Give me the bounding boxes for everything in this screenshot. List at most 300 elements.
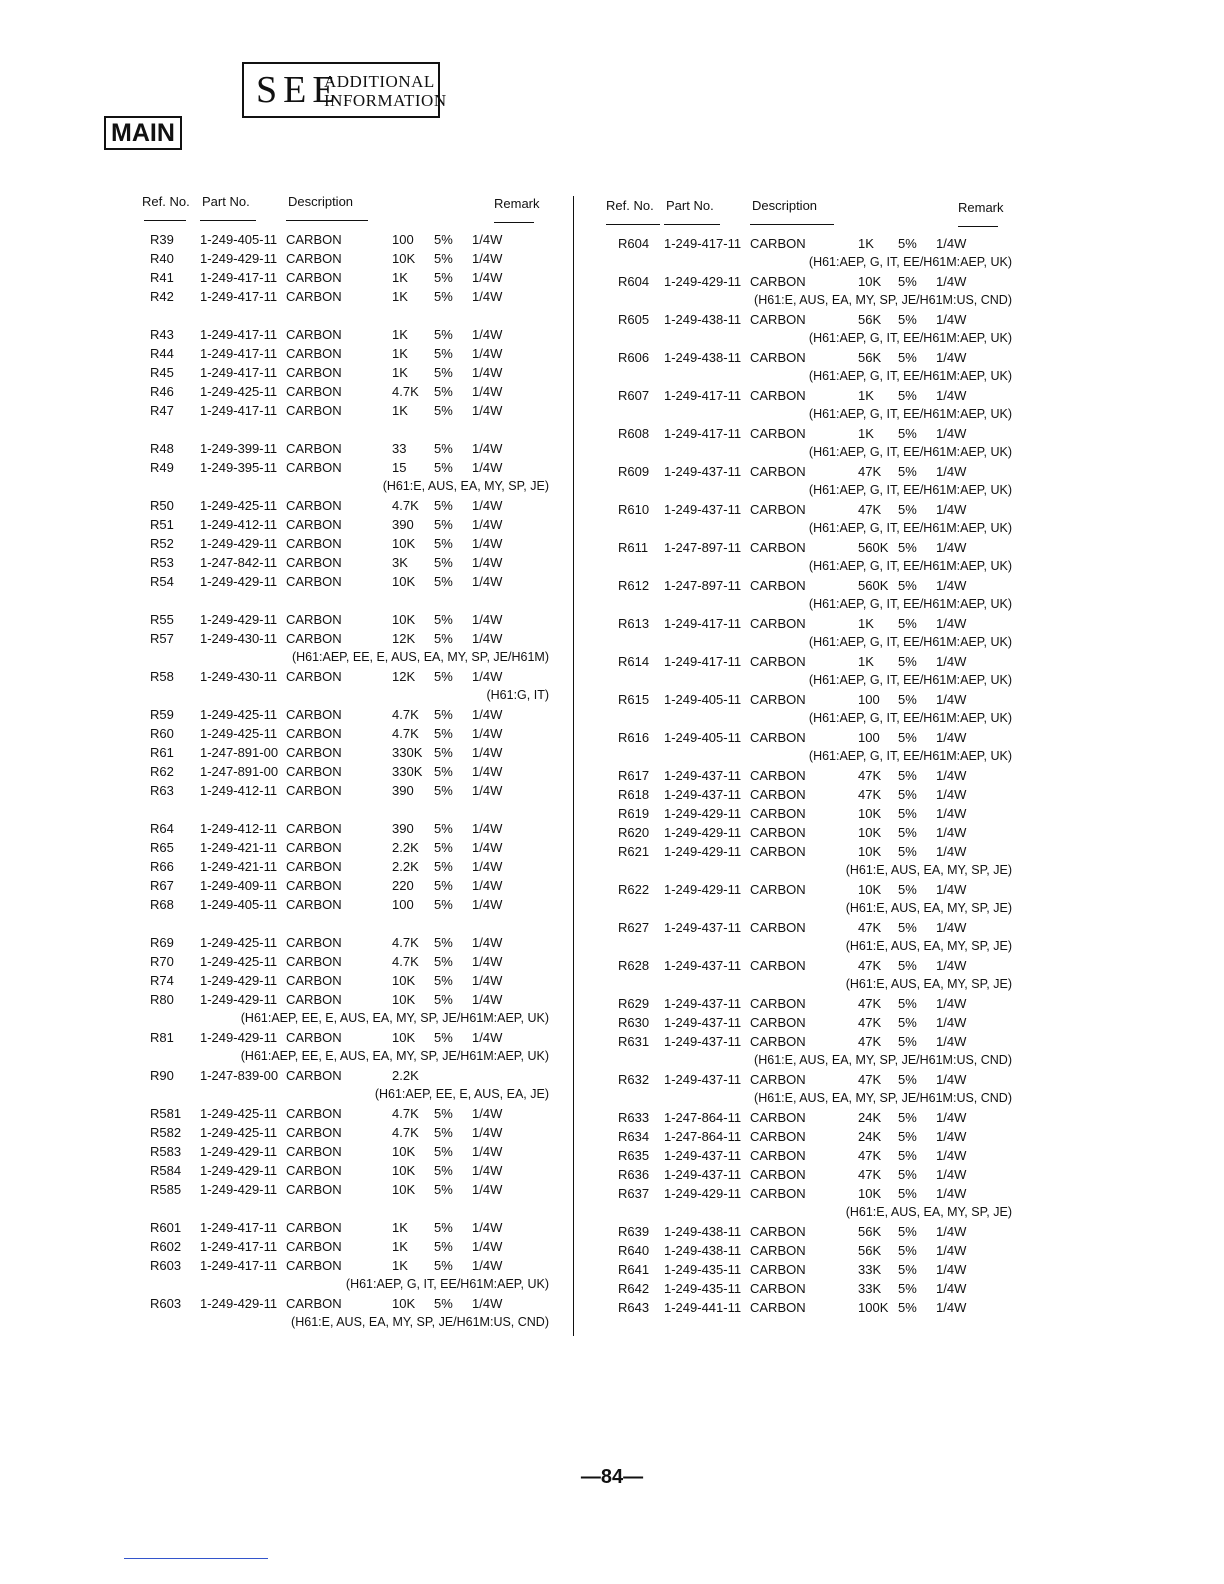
remark-note-row	[0, 557, 1224, 576]
tolerance: 5%	[898, 654, 917, 669]
remark-note-row	[0, 747, 1224, 766]
value: 10K	[858, 882, 882, 897]
remark-note: (H61:AEP, EE, E, AUS, EA, JE)	[374, 1087, 549, 1101]
value: 330K	[392, 764, 423, 779]
tolerance: 5%	[434, 403, 453, 418]
part-row	[0, 1279, 1224, 1298]
ref-no: R602	[150, 1239, 182, 1254]
header-underline	[144, 220, 186, 221]
wattage: 1/4W	[936, 1300, 967, 1315]
tolerance: 5%	[898, 1072, 917, 1087]
part-no: 1-247-864-11	[664, 1129, 742, 1144]
description: CARBON	[286, 821, 342, 836]
ref-no: R627	[618, 920, 650, 935]
tolerance: 5%	[434, 289, 453, 304]
description: CARBON	[286, 1144, 342, 1159]
remark-note-row	[0, 481, 1224, 500]
description: CARBON	[286, 1163, 342, 1178]
ref-no: R81	[150, 1030, 174, 1045]
remark-note: (H61:AEP, G, IT, EE/H61M:AEP, UK)	[808, 445, 1012, 459]
ref-no: R40	[150, 251, 174, 266]
wattage: 1/4W	[472, 289, 503, 304]
wattage: 1/4W	[472, 384, 503, 399]
description: CARBON	[286, 764, 342, 779]
part-no: 1-249-437-11	[664, 1148, 742, 1163]
tolerance: 5%	[434, 384, 453, 399]
part-row	[0, 1127, 1224, 1146]
description: CARBON	[750, 1243, 806, 1258]
remark-note-row	[0, 519, 1224, 538]
remark-note-row	[0, 367, 1224, 386]
description: CARBON	[750, 1148, 806, 1163]
remark-note: (H61:AEP, G, IT, EE/H61M:AEP, UK)	[808, 255, 1012, 269]
tolerance: 5%	[898, 692, 917, 707]
ref-no: R641	[618, 1262, 650, 1277]
wattage: 1/4W	[472, 1258, 503, 1273]
value: 1K	[392, 403, 408, 418]
ref-no: R44	[150, 346, 174, 361]
value: 1K	[392, 1220, 408, 1235]
ref-no: R615	[618, 692, 650, 707]
value: 2.2K	[392, 859, 419, 874]
remark-note-row	[0, 253, 1224, 272]
part-no: 1-249-421-11	[200, 840, 278, 855]
part-no: 1-249-425-11	[200, 498, 278, 513]
wattage: 1/4W	[936, 806, 967, 821]
remark-note: (H61:AEP, G, IT, EE/H61M:AEP, UK)	[808, 407, 1012, 421]
part-no: 1-249-405-11	[200, 232, 278, 247]
header-ref-no: Ref. No.	[142, 194, 190, 209]
part-no: 1-249-437-11	[664, 920, 742, 935]
tolerance: 5%	[898, 1034, 917, 1049]
description: CARBON	[286, 251, 342, 266]
description: CARBON	[286, 1258, 342, 1273]
wattage: 1/4W	[472, 1239, 503, 1254]
wattage: 1/4W	[936, 1034, 967, 1049]
value: 2.2K	[392, 1068, 419, 1083]
part-no: 1-249-417-11	[200, 327, 278, 342]
tolerance: 5%	[434, 251, 453, 266]
part-row	[0, 1260, 1224, 1279]
tolerance: 5%	[898, 787, 917, 802]
wattage: 1/4W	[936, 578, 967, 593]
description: CARBON	[286, 403, 342, 418]
value: 3K	[392, 555, 408, 570]
description: CARBON	[286, 726, 342, 741]
value: 1K	[392, 270, 408, 285]
remark-note-row	[0, 329, 1224, 348]
description: CARBON	[750, 996, 806, 1011]
wattage: 1/4W	[936, 274, 967, 289]
tolerance: 5%	[898, 825, 917, 840]
part-no: 1-247-891-00	[200, 745, 279, 760]
value: 56K	[858, 1243, 882, 1258]
tolerance: 5%	[434, 707, 453, 722]
part-row	[0, 1184, 1224, 1203]
ref-no: R603	[150, 1296, 182, 1311]
ref-no: R610	[618, 502, 650, 517]
ref-no: R43	[150, 327, 174, 342]
part-no: 1-249-417-11	[200, 403, 278, 418]
tolerance: 5%	[434, 840, 453, 855]
value: 47K	[858, 502, 882, 517]
ref-no: R49	[150, 460, 174, 475]
ref-no: R631	[618, 1034, 650, 1049]
value: 56K	[858, 1224, 882, 1239]
wattage: 1/4W	[936, 388, 967, 403]
description: CARBON	[286, 498, 342, 513]
wattage: 1/4W	[936, 996, 967, 1011]
description: CARBON	[750, 787, 806, 802]
part-no: 1-249-409-11	[200, 878, 278, 893]
information-label: INFORMATION	[324, 91, 447, 110]
wattage: 1/4W	[936, 1129, 967, 1144]
description: CARBON	[286, 460, 342, 475]
ref-no: R629	[618, 996, 650, 1011]
part-no: 1-247-842-11	[200, 555, 278, 570]
description: CARBON	[750, 844, 806, 859]
remark-note-row	[0, 709, 1224, 728]
part-row	[0, 728, 1224, 747]
wattage: 1/4W	[472, 460, 503, 475]
part-no: 1-249-425-11	[200, 935, 278, 950]
ref-no: R607	[618, 388, 650, 403]
wattage: 1/4W	[472, 517, 503, 532]
ref-no: R628	[618, 958, 650, 973]
see-additional-information-box	[242, 62, 447, 118]
value: 4.7K	[392, 726, 419, 741]
part-no: 1-249-412-11	[200, 517, 278, 532]
part-no: 1-249-412-11	[200, 821, 278, 836]
part-row	[0, 766, 1224, 785]
ref-no: R601	[150, 1220, 182, 1235]
description: CARBON	[750, 312, 806, 327]
value: 47K	[858, 996, 882, 1011]
value: 24K	[858, 1129, 882, 1144]
remark-note-row	[0, 1051, 1224, 1070]
tolerance: 5%	[434, 935, 453, 950]
description: CARBON	[750, 1224, 806, 1239]
description: CARBON	[750, 1110, 806, 1125]
tolerance: 5%	[434, 536, 453, 551]
wattage: 1/4W	[472, 612, 503, 627]
tolerance: 5%	[434, 1106, 453, 1121]
part-no: 1-249-435-11	[664, 1281, 742, 1296]
tolerance: 5%	[898, 730, 917, 745]
description: CARBON	[286, 536, 342, 551]
value: 390	[392, 821, 414, 836]
ref-no: R617	[618, 768, 650, 783]
part-no: 1-247-897-11	[664, 578, 742, 593]
ref-no: R70	[150, 954, 174, 969]
ref-no: R635	[618, 1148, 650, 1163]
ref-no: R637	[618, 1186, 650, 1201]
remark-note: (H61:AEP, G, IT, EE/H61M:AEP, UK)	[808, 521, 1012, 535]
ref-no: R63	[150, 783, 174, 798]
wattage: 1/4W	[472, 707, 503, 722]
part-no: 1-249-417-11	[200, 1258, 278, 1273]
wattage: 1/4W	[936, 502, 967, 517]
ref-no: R584	[150, 1163, 182, 1178]
value: 24K	[858, 1110, 882, 1125]
ref-no: R621	[618, 844, 650, 859]
wattage: 1/4W	[472, 1163, 503, 1178]
description: CARBON	[750, 578, 806, 593]
ref-no: R74	[150, 973, 174, 988]
wattage: 1/4W	[472, 1030, 503, 1045]
part-row	[0, 1108, 1224, 1127]
ref-no: R80	[150, 992, 174, 1007]
value: 10K	[392, 1296, 416, 1311]
tolerance: 5%	[898, 1224, 917, 1239]
header-underline	[286, 220, 368, 221]
tolerance: 5%	[434, 232, 453, 247]
tolerance: 5%	[434, 1144, 453, 1159]
description: CARBON	[286, 384, 342, 399]
part-row	[0, 1032, 1224, 1051]
part-no: 1-249-395-11	[200, 460, 278, 475]
part-no: 1-249-429-11	[664, 274, 742, 289]
wattage: 1/4W	[936, 426, 967, 441]
remark-note-row	[0, 1203, 1224, 1222]
ref-no: R619	[618, 806, 650, 821]
tolerance: 5%	[434, 669, 453, 684]
tolerance: 5%	[898, 920, 917, 935]
value: 4.7K	[392, 384, 419, 399]
tolerance: 5%	[434, 726, 453, 741]
part-no: 1-247-864-11	[664, 1110, 742, 1125]
description: CARBON	[750, 540, 806, 555]
wattage: 1/4W	[472, 669, 503, 684]
header-underline	[664, 224, 720, 225]
value: 10K	[858, 1186, 882, 1201]
part-no: 1-249-437-11	[664, 1034, 742, 1049]
wattage: 1/4W	[936, 350, 967, 365]
ref-no: R48	[150, 441, 174, 456]
wattage: 1/4W	[472, 403, 503, 418]
value: 10K	[392, 992, 416, 1007]
remark-note: (H61:E, AUS, EA, MY, SP, JE)	[382, 479, 549, 493]
tolerance: 5%	[434, 897, 453, 912]
description: CARBON	[286, 973, 342, 988]
wattage: 1/4W	[936, 730, 967, 745]
part-no: 1-249-429-11	[200, 992, 278, 1007]
tolerance: 5%	[898, 996, 917, 1011]
part-row	[0, 994, 1224, 1013]
header-part-no: Part No.	[202, 194, 250, 209]
ref-no: R50	[150, 498, 174, 513]
tolerance: 5%	[434, 1220, 453, 1235]
wattage: 1/4W	[472, 1144, 503, 1159]
remark-note-row	[0, 671, 1224, 690]
part-row	[0, 576, 1224, 595]
value: 390	[392, 517, 414, 532]
tolerance: 5%	[434, 327, 453, 342]
wattage: 1/4W	[936, 920, 967, 935]
part-no: 1-249-425-11	[200, 954, 278, 969]
ref-no: R90	[150, 1068, 174, 1083]
description: CARBON	[750, 825, 806, 840]
description: CARBON	[286, 992, 342, 1007]
remark-note-row	[0, 975, 1224, 994]
description: CARBON	[286, 1220, 342, 1235]
remark-note: (H61:AEP, EE, E, AUS, EA, MY, SP, JE/H61M)	[291, 650, 549, 664]
remark-note: (H61:AEP, G, IT, EE/H61M:AEP, UK)	[808, 483, 1012, 497]
part-no: 1-249-441-11	[664, 1300, 742, 1315]
ref-no: R616	[618, 730, 650, 745]
value: 33K	[858, 1262, 882, 1277]
value: 10K	[392, 1030, 416, 1045]
tolerance: 5%	[898, 502, 917, 517]
tolerance: 5%	[434, 498, 453, 513]
description: CARBON	[286, 441, 342, 456]
tolerance: 5%	[898, 350, 917, 365]
ref-no: R613	[618, 616, 650, 631]
tolerance: 5%	[434, 346, 453, 361]
wattage: 1/4W	[936, 312, 967, 327]
wattage: 1/4W	[936, 1110, 967, 1125]
ref-no: R620	[618, 825, 650, 840]
value: 1K	[858, 426, 874, 441]
wattage: 1/4W	[472, 441, 503, 456]
part-no: 1-249-425-11	[200, 1106, 278, 1121]
wattage: 1/4W	[936, 540, 967, 555]
header-underline	[606, 224, 660, 225]
remark-note-row	[0, 899, 1224, 918]
remark-note-row	[0, 595, 1224, 614]
part-no: 1-249-429-11	[664, 825, 742, 840]
value: 10K	[858, 825, 882, 840]
part-no: 1-247-891-00	[200, 764, 279, 779]
remark-note: (H61:E, AUS, EA, MY, SP, JE)	[845, 863, 1012, 877]
remark-note: (H61:AEP, G, IT, EE/H61M:AEP, UK)	[808, 559, 1012, 573]
tolerance: 5%	[898, 236, 917, 251]
wattage: 1/4W	[936, 1262, 967, 1277]
tolerance: 5%	[898, 1110, 917, 1125]
description: CARBON	[750, 1300, 806, 1315]
part-no: 1-249-417-11	[200, 365, 278, 380]
ref-no: R61	[150, 745, 174, 760]
section-title: MAIN	[104, 116, 182, 150]
description: CARBON	[286, 365, 342, 380]
part-no: 1-249-429-11	[200, 1163, 278, 1178]
description: CARBON	[750, 1034, 806, 1049]
value: 47K	[858, 787, 882, 802]
tolerance: 5%	[898, 958, 917, 973]
value: 10K	[392, 1163, 416, 1178]
wattage: 1/4W	[472, 346, 503, 361]
wattage: 1/4W	[936, 825, 967, 840]
ref-no: R41	[150, 270, 174, 285]
description: CARBON	[750, 388, 806, 403]
tolerance: 5%	[898, 274, 917, 289]
description: CARBON	[286, 1106, 342, 1121]
remark-note: (H61:AEP, G, IT, EE/H61M:AEP, UK)	[808, 369, 1012, 383]
value: 1K	[392, 327, 408, 342]
part-no: 1-249-437-11	[664, 1015, 742, 1030]
value: 560K	[858, 540, 889, 555]
value: 4.7K	[392, 1125, 419, 1140]
description: CARBON	[750, 958, 806, 973]
value: 4.7K	[392, 935, 419, 950]
part-no: 1-249-437-11	[664, 464, 742, 479]
value: 10K	[858, 806, 882, 821]
remark-note: (H61:E, AUS, EA, MY, SP, JE/H61M:US, CND)	[754, 1091, 1012, 1105]
wattage: 1/4W	[936, 616, 967, 631]
part-row	[0, 1222, 1224, 1241]
wattage: 1/4W	[472, 1220, 503, 1235]
tolerance: 5%	[898, 844, 917, 859]
value: 47K	[858, 1072, 882, 1087]
tolerance: 5%	[434, 1163, 453, 1178]
description: CARBON	[286, 327, 342, 342]
ref-no: R612	[618, 578, 650, 593]
tolerance: 5%	[898, 1167, 917, 1182]
part-no: 1-249-429-11	[200, 973, 278, 988]
value: 1K	[858, 616, 874, 631]
part-no: 1-249-429-11	[200, 612, 278, 627]
part-row	[0, 1013, 1224, 1032]
part-no: 1-249-429-11	[200, 1296, 278, 1311]
remark-note: (H61:AEP, G, IT, EE/H61M:AEP, UK)	[808, 711, 1012, 725]
wattage: 1/4W	[472, 1125, 503, 1140]
remark-note: (H61:AEP, G, IT, EE/H61M:AEP, UK)	[808, 331, 1012, 345]
part-no: 1-249-417-11	[200, 289, 278, 304]
part-row	[0, 614, 1224, 633]
value: 2.2K	[392, 840, 419, 855]
tolerance: 5%	[434, 1239, 453, 1254]
footer-line	[124, 1558, 268, 1559]
tolerance: 5%	[898, 1186, 917, 1201]
tolerance: 5%	[434, 992, 453, 1007]
description: CARBON	[286, 707, 342, 722]
description: CARBON	[286, 878, 342, 893]
tolerance: 5%	[434, 1030, 453, 1045]
tolerance: 5%	[434, 954, 453, 969]
value: 47K	[858, 768, 882, 783]
remark-note-row	[0, 291, 1224, 310]
header-remark: Remark	[494, 196, 540, 211]
remark-note-row	[0, 1089, 1224, 1108]
value: 330K	[392, 745, 423, 760]
part-row	[0, 1146, 1224, 1165]
tolerance: 5%	[898, 768, 917, 783]
ref-no: R45	[150, 365, 174, 380]
wattage: 1/4W	[472, 555, 503, 570]
wattage: 1/4W	[472, 840, 503, 855]
value: 56K	[858, 350, 882, 365]
value: 33K	[858, 1281, 882, 1296]
part-row	[0, 652, 1224, 671]
ref-no: R603	[150, 1258, 182, 1273]
part-no: 1-249-405-11	[664, 692, 742, 707]
ref-no: R69	[150, 935, 174, 950]
see-label: SEE	[256, 69, 342, 111]
part-row	[0, 1298, 1224, 1317]
wattage: 1/4W	[472, 726, 503, 741]
part-row	[0, 386, 1224, 405]
description: CARBON	[286, 574, 342, 589]
value: 1K	[392, 346, 408, 361]
part-no: 1-249-429-11	[200, 1030, 278, 1045]
wattage: 1/4W	[936, 1167, 967, 1182]
part-row	[0, 500, 1224, 519]
wattage: 1/4W	[936, 1224, 967, 1239]
description: CARBON	[750, 1129, 806, 1144]
part-no: 1-249-417-11	[664, 426, 742, 441]
part-no: 1-249-421-11	[200, 859, 278, 874]
part-row	[0, 310, 1224, 329]
